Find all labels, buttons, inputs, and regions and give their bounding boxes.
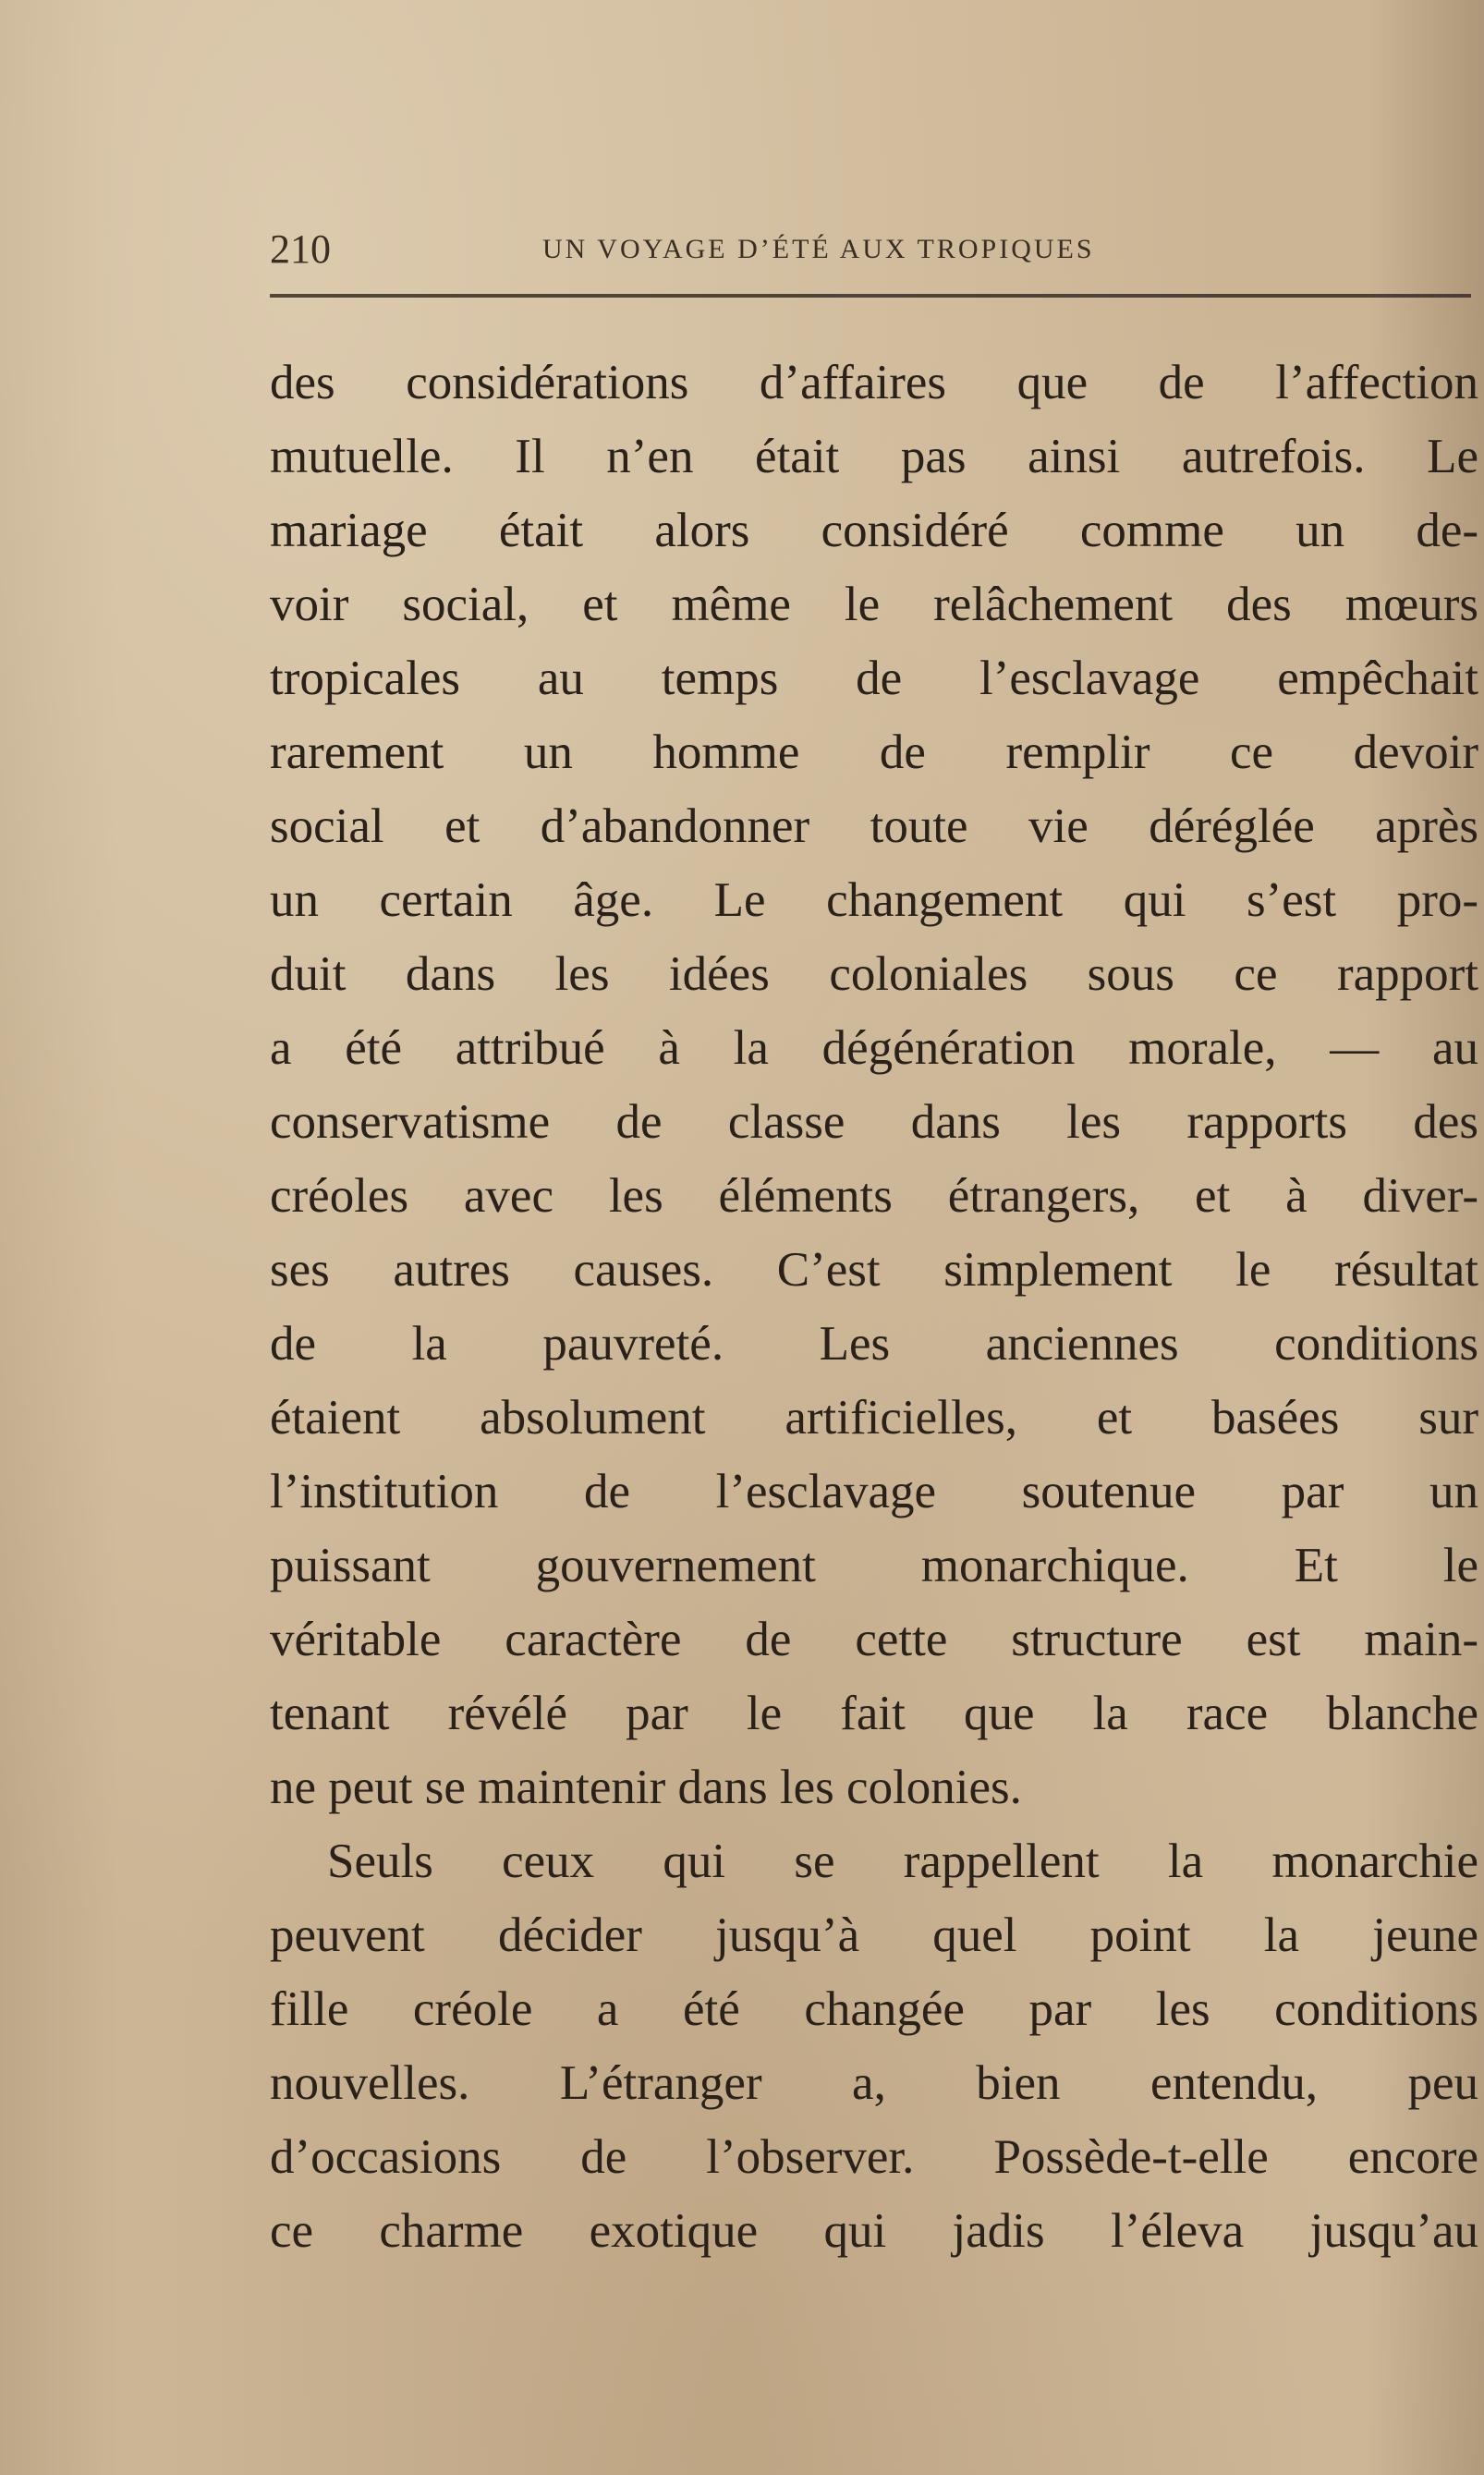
text-line: de la pauvreté. Les anciennes conditions	[270, 1317, 1478, 1371]
text-line: des considérations d’affaires que de l’affection	[270, 356, 1478, 409]
text-line: rarement un homme de remplir ce devoir	[270, 725, 1478, 779]
header-rule	[270, 294, 1471, 298]
text-line: tenant révélé par le fait que la race blanche	[270, 1687, 1478, 1740]
text-line: mariage était alors considéré comme un de-	[270, 504, 1478, 557]
text-line: conservatisme de classe dans les rapports des	[270, 1095, 1478, 1149]
text-line: un certain âge. Le changement qui s’est pro-	[270, 873, 1478, 927]
text-line: nouvelles. L’étranger a, bien entendu, peu	[270, 2056, 1478, 2110]
text-line: social et d’abandonner toute vie déréglée après	[270, 799, 1478, 853]
text-line: fille créole a été changée par les conditions	[270, 1982, 1478, 2036]
text-line: créoles avec les éléments étrangers, et à diver-	[270, 1169, 1478, 1223]
text-line: peuvent décider jusqu’à quel point la jeune	[270, 1908, 1478, 1962]
text-line: mutuelle. Il n’en était pas ainsi autrefois. Le	[270, 430, 1478, 483]
running-head	[270, 222, 1471, 277]
text-line: ne peut se maintenir dans les colonies.	[270, 1761, 1022, 1814]
body-text	[270, 346, 1478, 2268]
page-number: 210	[270, 226, 331, 272]
text-line: ce charme exotique qui jadis l’éleva jusqu’au	[270, 2204, 1478, 2258]
text-line: véritable caractère de cette structure est main-	[270, 1613, 1478, 1666]
text-line: duit dans les idées coloniales sous ce rapport	[270, 947, 1478, 1001]
running-head-title: UN VOYAGE D’ÉTÉ AUX TROPIQUES	[542, 234, 1095, 264]
text-line: puissant gouvernement monarchique. Et le	[270, 1539, 1478, 1592]
text-line: ses autres causes. C’est simplement le résultat	[270, 1243, 1478, 1297]
text-line: l’institution de l’esclavage soutenue par un	[270, 1465, 1478, 1518]
text-line: tropicales au temps de l’esclavage empêchait	[270, 652, 1478, 705]
text-line: d’occasions de l’observer. Possède-t-elle encore	[270, 2130, 1478, 2184]
text-line: Seuls ceux qui se rappellent la monarchie	[327, 1835, 1478, 1888]
text-line: voir social, et même le relâchement des mœurs	[270, 578, 1478, 631]
text-line: a été attribué à la dégénération morale, — au	[270, 1021, 1478, 1075]
text-line: étaient absolument artificielles, et basées sur	[270, 1391, 1478, 1445]
